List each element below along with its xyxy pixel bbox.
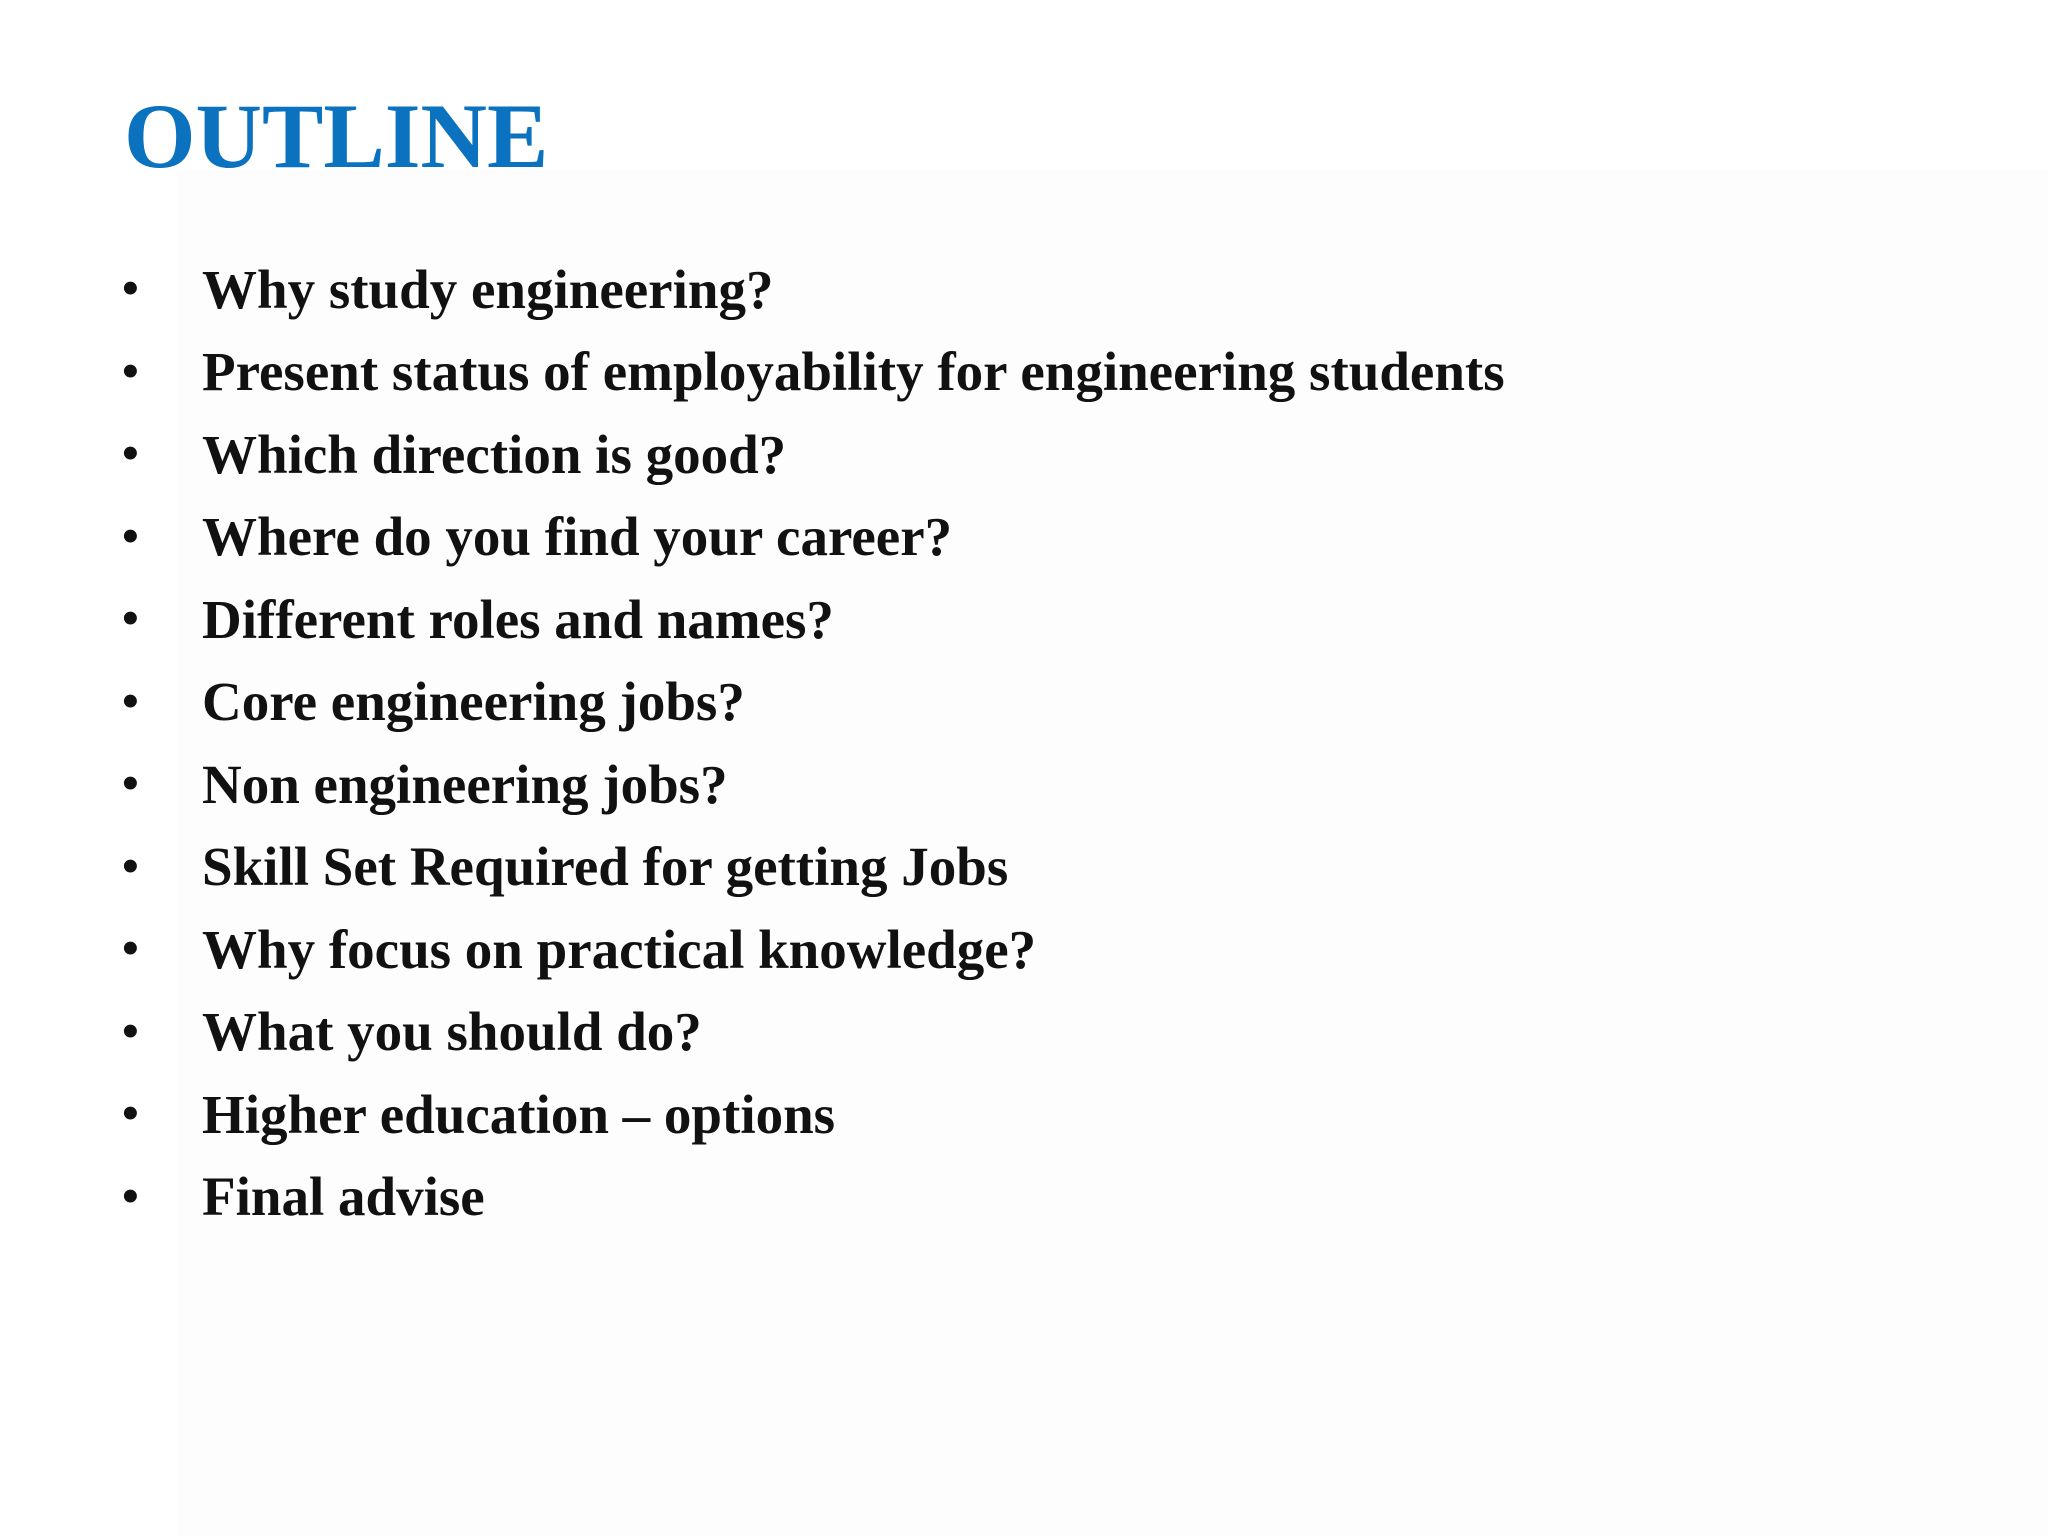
list-item-text: What you should do? xyxy=(202,1001,702,1063)
bullet-icon: • xyxy=(122,262,139,316)
outline-list xyxy=(122,248,1505,1238)
list-item xyxy=(122,413,1505,496)
list-item-text: Skill Set Required for getting Jobs xyxy=(202,836,1009,898)
bullet-icon: • xyxy=(122,674,139,728)
bullet-icon: • xyxy=(122,1087,139,1141)
list-item xyxy=(122,661,1505,744)
list-item xyxy=(122,908,1505,991)
list-item-text: Why focus on practical knowledge? xyxy=(202,918,1037,980)
list-item-text: Why study engineering? xyxy=(202,258,774,320)
bullet-icon: • xyxy=(122,922,139,976)
list-item-text: Non engineering jobs? xyxy=(202,753,728,815)
list-item xyxy=(122,248,1505,331)
bullet-icon: • xyxy=(122,592,139,646)
list-item xyxy=(122,578,1505,661)
list-item xyxy=(122,991,1505,1074)
list-item-text: Higher education – options xyxy=(202,1083,836,1145)
bullet-icon: • xyxy=(122,757,139,811)
bullet-icon: • xyxy=(122,427,139,481)
list-item xyxy=(122,1073,1505,1156)
list-item xyxy=(122,743,1505,826)
list-item xyxy=(122,826,1505,909)
bullet-icon: • xyxy=(122,839,139,893)
bullet-icon: • xyxy=(122,344,139,398)
list-item-text: Core engineering jobs? xyxy=(202,671,745,733)
list-item xyxy=(122,1156,1505,1239)
list-item-text: Present status of employability for engineering students xyxy=(202,341,1505,403)
bullet-icon: • xyxy=(122,1169,139,1223)
list-item xyxy=(122,496,1505,579)
list-item-text: Final advise xyxy=(202,1166,485,1228)
list-item-text: Where do you find your career? xyxy=(202,506,953,568)
bullet-icon: • xyxy=(122,509,139,563)
list-item-text: Different roles and names? xyxy=(202,588,834,650)
bullet-icon: • xyxy=(122,1004,139,1058)
list-item xyxy=(122,331,1505,414)
list-item-text: Which direction is good? xyxy=(202,423,787,485)
slide-title: OUTLINE xyxy=(124,85,549,187)
